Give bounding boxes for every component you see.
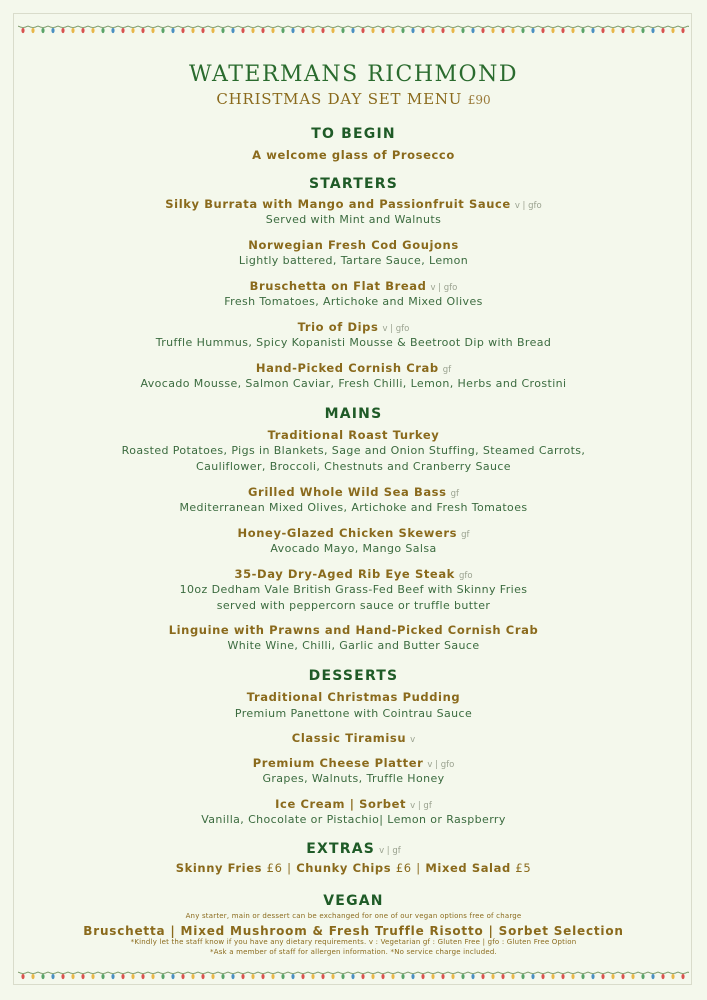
starter-5-tag: gf bbox=[442, 365, 452, 375]
light-bulb bbox=[311, 28, 314, 33]
light-bulb bbox=[481, 28, 484, 33]
section-heading-vegan: VEGAN bbox=[323, 893, 384, 909]
light-bulb bbox=[631, 974, 634, 979]
light-bulb bbox=[381, 974, 384, 979]
light-bulb bbox=[471, 974, 474, 979]
light-bulb bbox=[181, 974, 184, 979]
section-heading-desserts: DESSERTS bbox=[308, 668, 399, 684]
light-bulb bbox=[531, 28, 534, 33]
light-bulb bbox=[21, 28, 24, 33]
dietary-note: *Kindly let the staff know if you have any dietary requirements. v : Vegetarian gf : Gluten Free | gfo : Gluten Free Option bbox=[130, 938, 577, 946]
light-bulb bbox=[681, 28, 684, 33]
light-bulb bbox=[391, 28, 394, 33]
light-bulb bbox=[241, 974, 244, 979]
light-bulb bbox=[631, 28, 634, 33]
light-bulb bbox=[371, 974, 374, 979]
dessert-4-desc: Vanilla, Chocolate or Pistachio| Lemon or Raspberry bbox=[201, 813, 506, 826]
light-bulb bbox=[371, 28, 374, 33]
light-bulb bbox=[471, 28, 474, 33]
starter-3-desc: Fresh Tomatoes, Artichoke and Mixed Olives bbox=[224, 295, 483, 308]
light-bulb bbox=[651, 28, 654, 33]
light-bulb bbox=[451, 974, 454, 979]
dessert-4-tag: v | gf bbox=[410, 801, 432, 811]
light-bulb bbox=[161, 974, 164, 979]
light-bulb bbox=[341, 28, 344, 33]
light-bulb bbox=[251, 28, 254, 33]
light-bulb bbox=[481, 974, 484, 979]
light-bulb bbox=[321, 28, 324, 33]
light-bulb bbox=[541, 28, 544, 33]
light-bulb bbox=[231, 974, 234, 979]
light-bulb bbox=[281, 28, 284, 33]
extras-line bbox=[0, 861, 707, 875]
light-bulb bbox=[111, 28, 114, 33]
light-bulb bbox=[531, 974, 534, 979]
section-heading-mains: MAINS bbox=[324, 406, 383, 422]
to-begin-item: A welcome glass of Prosecco bbox=[252, 148, 455, 162]
light-bulb bbox=[211, 974, 214, 979]
light-bulb bbox=[71, 974, 74, 979]
light-bulb bbox=[391, 974, 394, 979]
starter-5-desc: Avocado Mousse, Salmon Caviar, Fresh Chilli, Lemon, Herbs and Crostini bbox=[140, 377, 567, 390]
light-wire bbox=[18, 972, 689, 974]
main-3-name: Honey-Glazed Chicken Skewers gf bbox=[237, 526, 470, 540]
light-bulb bbox=[501, 28, 504, 33]
dessert-2-name: Classic Tiramisu v bbox=[291, 731, 416, 745]
light-bulb bbox=[271, 974, 274, 979]
light-bulb bbox=[381, 28, 384, 33]
light-bulb bbox=[141, 28, 144, 33]
main-2-name: Grilled Whole Wild Sea Bass gf bbox=[248, 485, 459, 499]
main-4-tag: gfo bbox=[458, 571, 473, 581]
light-bulb bbox=[191, 974, 194, 979]
section-heading-starters: STARTERS bbox=[308, 176, 399, 192]
light-bulb bbox=[591, 28, 594, 33]
light-bulb bbox=[421, 974, 424, 979]
light-bulb bbox=[161, 28, 164, 33]
light-bulb bbox=[621, 28, 624, 33]
light-bulb bbox=[421, 28, 424, 33]
light-bulb bbox=[261, 28, 264, 33]
starter-2-name: Norwegian Fresh Cod Goujons bbox=[248, 238, 459, 252]
christmas-lights-top bbox=[18, 22, 689, 34]
light-bulb bbox=[141, 974, 144, 979]
light-bulb bbox=[31, 974, 34, 979]
dessert-1-desc: Premium Panettone with Cointrau Sauce bbox=[234, 707, 473, 720]
light-bulb bbox=[81, 974, 84, 979]
light-bulb bbox=[411, 974, 414, 979]
main-1-desc: Roasted Potatoes, Pigs in Blankets, Sage and Onion Stuffing, Steamed Carrots, bbox=[121, 444, 586, 457]
light-bulb bbox=[191, 28, 194, 33]
light-bulb bbox=[451, 28, 454, 33]
light-bulb bbox=[511, 974, 514, 979]
light-bulb bbox=[461, 974, 464, 979]
starter-5-name: Hand-Picked Cornish Crab gf bbox=[255, 361, 452, 375]
starter-3-name: Bruschetta on Flat Bread v | gfo bbox=[249, 279, 458, 293]
light-bulb bbox=[101, 28, 104, 33]
vegan-options: Bruschetta | Mixed Mushroom & Fresh Truffle Risotto | Sorbet Selection bbox=[83, 924, 624, 938]
extra-3-name: Mixed Salad bbox=[425, 861, 511, 875]
light-bulb bbox=[621, 974, 624, 979]
light-bulb bbox=[41, 28, 44, 33]
light-bulb bbox=[351, 974, 354, 979]
christmas-lights-bottom bbox=[18, 968, 689, 980]
light-bulb bbox=[651, 974, 654, 979]
light-bulb bbox=[601, 974, 604, 979]
main-2-tag: gf bbox=[450, 489, 459, 499]
restaurant-title: WATERMANS RICHMOND bbox=[189, 62, 518, 87]
light-bulb bbox=[551, 28, 554, 33]
light-bulb bbox=[311, 974, 314, 979]
starter-1-name: Silky Burrata with Mango and Passionfruit Sauce v | gfo bbox=[165, 197, 542, 211]
light-bulb bbox=[641, 28, 644, 33]
light-bulb bbox=[331, 974, 334, 979]
light-bulb bbox=[221, 974, 224, 979]
light-bulb bbox=[341, 974, 344, 979]
light-bulb bbox=[21, 974, 24, 979]
light-bulb bbox=[351, 28, 354, 33]
light-bulb bbox=[171, 28, 174, 33]
light-bulb bbox=[101, 974, 104, 979]
light-bulb bbox=[241, 28, 244, 33]
light-bulb bbox=[441, 28, 444, 33]
light-bulb bbox=[411, 28, 414, 33]
menu-price: £90 bbox=[467, 93, 491, 107]
light-bulb bbox=[581, 974, 584, 979]
light-bulb bbox=[491, 974, 494, 979]
light-bulb bbox=[61, 974, 64, 979]
section-heading-extras: EXTRAS v | gf bbox=[306, 841, 401, 857]
light-bulb bbox=[261, 974, 264, 979]
light-bulb bbox=[301, 28, 304, 33]
light-bulb bbox=[661, 28, 664, 33]
light-bulb bbox=[361, 28, 364, 33]
light-bulb bbox=[121, 974, 124, 979]
light-bulb bbox=[431, 974, 434, 979]
extra-3-price: £5 bbox=[515, 861, 532, 875]
extras-separator-2: | bbox=[416, 861, 421, 875]
main-5-name: Linguine with Prawns and Hand-Picked Cornish Crab bbox=[168, 623, 539, 637]
light-bulb bbox=[131, 974, 134, 979]
light-bulb bbox=[51, 28, 54, 33]
main-5-desc: White Wine, Chilli, Garlic and Butter Sauce bbox=[227, 639, 480, 652]
light-bulb bbox=[81, 28, 84, 33]
light-bulb bbox=[61, 28, 64, 33]
dessert-4-name: Ice Cream | Sorbet v | gf bbox=[275, 797, 432, 811]
light-bulb bbox=[71, 28, 74, 33]
light-bulb bbox=[221, 28, 224, 33]
starter-1-tag: v | gfo bbox=[514, 201, 542, 211]
light-bulb bbox=[401, 974, 404, 979]
light-bulb bbox=[151, 28, 154, 33]
light-bulb bbox=[51, 974, 54, 979]
extra-2-price: £6 bbox=[395, 861, 412, 875]
main-3-desc: Avocado Mayo, Mango Salsa bbox=[270, 542, 437, 555]
light-bulb bbox=[401, 28, 404, 33]
light-bulb bbox=[521, 974, 524, 979]
light-bulb bbox=[361, 974, 364, 979]
dessert-2-tag: v bbox=[410, 735, 416, 745]
light-bulb bbox=[641, 974, 644, 979]
main-2-desc: Mediterranean Mixed Olives, Artichoke and Fresh Tomatoes bbox=[179, 501, 528, 514]
light-bulb bbox=[571, 28, 574, 33]
light-bulb bbox=[571, 974, 574, 979]
light-bulb bbox=[671, 28, 674, 33]
dessert-3-name: Premium Cheese Platter v | gfo bbox=[252, 756, 455, 770]
light-bulb bbox=[331, 28, 334, 33]
light-bulb bbox=[291, 974, 294, 979]
extra-1-name: Skinny Fries bbox=[175, 861, 263, 875]
light-bulb bbox=[611, 28, 614, 33]
light-bulb bbox=[541, 974, 544, 979]
light-bulb bbox=[111, 974, 114, 979]
starter-4-desc: Truffle Hummus, Spicy Kopanisti Mousse & Beetroot Dip with Bread bbox=[155, 336, 552, 349]
light-bulb bbox=[611, 974, 614, 979]
light-bulb bbox=[291, 28, 294, 33]
main-3-tag: gf bbox=[461, 530, 470, 540]
starter-4-tag: v | gfo bbox=[382, 324, 410, 334]
starter-3-tag: v | gfo bbox=[430, 283, 458, 293]
extras-separator-1: | bbox=[287, 861, 292, 875]
vegan-note: Any starter, main or dessert can be exchanged for one of our vegan options free of charge bbox=[185, 912, 522, 920]
starter-4-name: Trio of Dips v | gfo bbox=[297, 320, 410, 334]
main-4-desc-2: served with peppercorn sauce or truffle butter bbox=[216, 599, 491, 612]
menu-subtitle bbox=[0, 90, 707, 108]
light-bulb bbox=[91, 974, 94, 979]
dessert-3-desc: Grapes, Walnuts, Truffle Honey bbox=[262, 772, 445, 785]
light-bulb bbox=[31, 28, 34, 33]
light-bulb bbox=[91, 28, 94, 33]
allergen-note: *Ask a member of staff for allergen information. *No service charge included. bbox=[210, 948, 497, 956]
light-bulb bbox=[321, 974, 324, 979]
light-bulb bbox=[281, 974, 284, 979]
light-bulb bbox=[251, 974, 254, 979]
light-bulb bbox=[601, 28, 604, 33]
light-bulb bbox=[561, 974, 564, 979]
dessert-1-name: Traditional Christmas Pudding bbox=[246, 690, 461, 704]
light-bulb bbox=[511, 28, 514, 33]
dessert-3-tag: v | gfo bbox=[427, 760, 455, 770]
light-bulb bbox=[211, 28, 214, 33]
light-bulb bbox=[171, 974, 174, 979]
light-bulb bbox=[231, 28, 234, 33]
light-bulb bbox=[551, 974, 554, 979]
light-bulb bbox=[501, 974, 504, 979]
light-bulb bbox=[521, 28, 524, 33]
light-bulb bbox=[271, 28, 274, 33]
extra-2-name: Chunky Chips bbox=[296, 861, 392, 875]
starter-2-desc: Lightly battered, Tartare Sauce, Lemon bbox=[238, 254, 469, 267]
main-4-name: 35-Day Dry-Aged Rib Eye Steak gfo bbox=[234, 567, 473, 581]
light-bulb bbox=[581, 28, 584, 33]
light-bulb bbox=[151, 974, 154, 979]
light-bulb bbox=[461, 28, 464, 33]
extra-1-price: £6 bbox=[266, 861, 283, 875]
main-1-name: Traditional Roast Turkey bbox=[267, 428, 440, 442]
light-bulb bbox=[431, 28, 434, 33]
main-4-desc: 10oz Dedham Vale British Grass-Fed Beef with Skinny Fries bbox=[179, 583, 528, 596]
menu-subtitle-text: CHRISTMAS DAY SET MENU bbox=[216, 90, 463, 108]
light-bulb bbox=[591, 974, 594, 979]
light-bulb bbox=[201, 28, 204, 33]
main-1-desc-2: Cauliflower, Broccoli, Chestnuts and Cranberry Sauce bbox=[196, 460, 511, 473]
extras-tag: v | gf bbox=[379, 846, 401, 856]
light-bulb bbox=[301, 974, 304, 979]
light-bulb bbox=[681, 974, 684, 979]
light-bulb bbox=[561, 28, 564, 33]
starter-1-desc: Served with Mint and Walnuts bbox=[265, 213, 442, 226]
light-bulb bbox=[441, 974, 444, 979]
light-bulb bbox=[661, 974, 664, 979]
light-bulb bbox=[671, 974, 674, 979]
light-bulb bbox=[491, 28, 494, 33]
section-heading-to-begin: TO BEGIN bbox=[311, 126, 396, 142]
light-bulb bbox=[181, 28, 184, 33]
light-bulb bbox=[201, 974, 204, 979]
light-bulb bbox=[121, 28, 124, 33]
light-bulb bbox=[41, 974, 44, 979]
light-wire bbox=[18, 26, 689, 28]
light-bulb bbox=[131, 28, 134, 33]
